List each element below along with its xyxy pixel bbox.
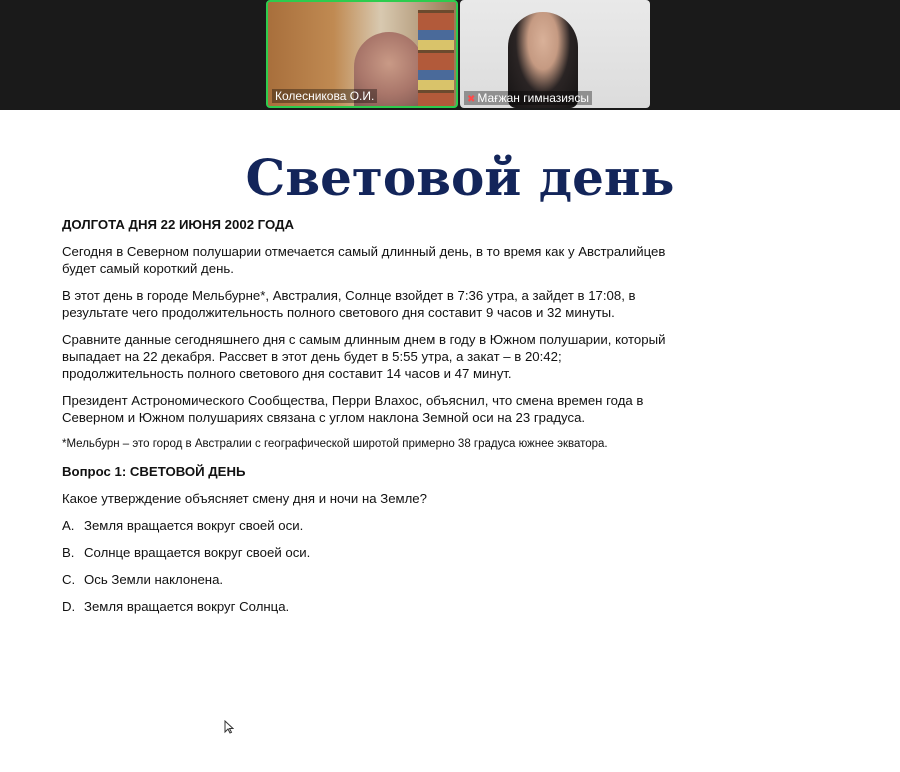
question-heading: Вопрос 1: СВЕТОВОЙ ДЕНЬ bbox=[62, 464, 246, 479]
participant-name: ✖ Мағжан гимназиясы bbox=[464, 91, 592, 105]
mic-off-icon: ✖ bbox=[467, 94, 476, 105]
paragraph: Сегодня в Северном полушарии отмечается самый длинный день, в то время как у Австралийцев будет самый короткий день. bbox=[62, 244, 666, 276]
footnote: *Мельбурн – это город в Австралии с географической широтой примерно 38 градуса южнее экватора. bbox=[62, 438, 608, 450]
paragraph: В этот день в городе Мельбурне*, Австралия, Солнце взойдет в 7:36 утра, а зайдет в 17:08, в результате чего продолжительность полного светового дня составит 9 часов и 32 минуты. bbox=[62, 288, 636, 320]
answer-option-b: B. Солнце вращается вокруг своей оси. bbox=[62, 545, 311, 560]
question-text: Какое утверждение объясняет смену дня и ночи на Земле? bbox=[62, 491, 427, 506]
video-tile-participant-1[interactable] bbox=[266, 0, 458, 108]
slide-title: Световой день bbox=[245, 148, 675, 207]
shared-slide bbox=[0, 110, 900, 772]
paragraph: Сравните данные сегодняшнего дня с самым длинным днем в году в Южном полушарии, который выпадает на 22 декабря. Рассвет в этот день будет в 5:55 утра, а закат – в 20:42; продолжительность полного светового дня составит 14 часов и 47 минут. bbox=[62, 332, 666, 381]
answer-option-a: A. Земля вращается вокруг своей оси. bbox=[62, 518, 304, 533]
answer-option-c: C. Ось Земли наклонена. bbox=[62, 572, 224, 587]
slide-content bbox=[62, 216, 672, 625]
participant-name: Колесникова О.И. bbox=[272, 89, 377, 103]
answer-option-d: D. Земля вращается вокруг Солнца. bbox=[62, 599, 290, 614]
slide-subtitle: ДОЛГОТА ДНЯ 22 ИЮНЯ 2002 ГОДА bbox=[62, 217, 294, 232]
participants-bar bbox=[0, 0, 900, 110]
mouse-cursor-icon bbox=[224, 720, 234, 734]
video-tile-participant-2[interactable] bbox=[460, 0, 650, 108]
paragraph: Президент Астрономического Сообщества, Перри Влахос, объяснил, что смена времен года в Северном и Южном полушариях связана с углом наклона Земной оси на 23 градуса. bbox=[62, 393, 644, 425]
bookshelf-background bbox=[418, 10, 454, 106]
